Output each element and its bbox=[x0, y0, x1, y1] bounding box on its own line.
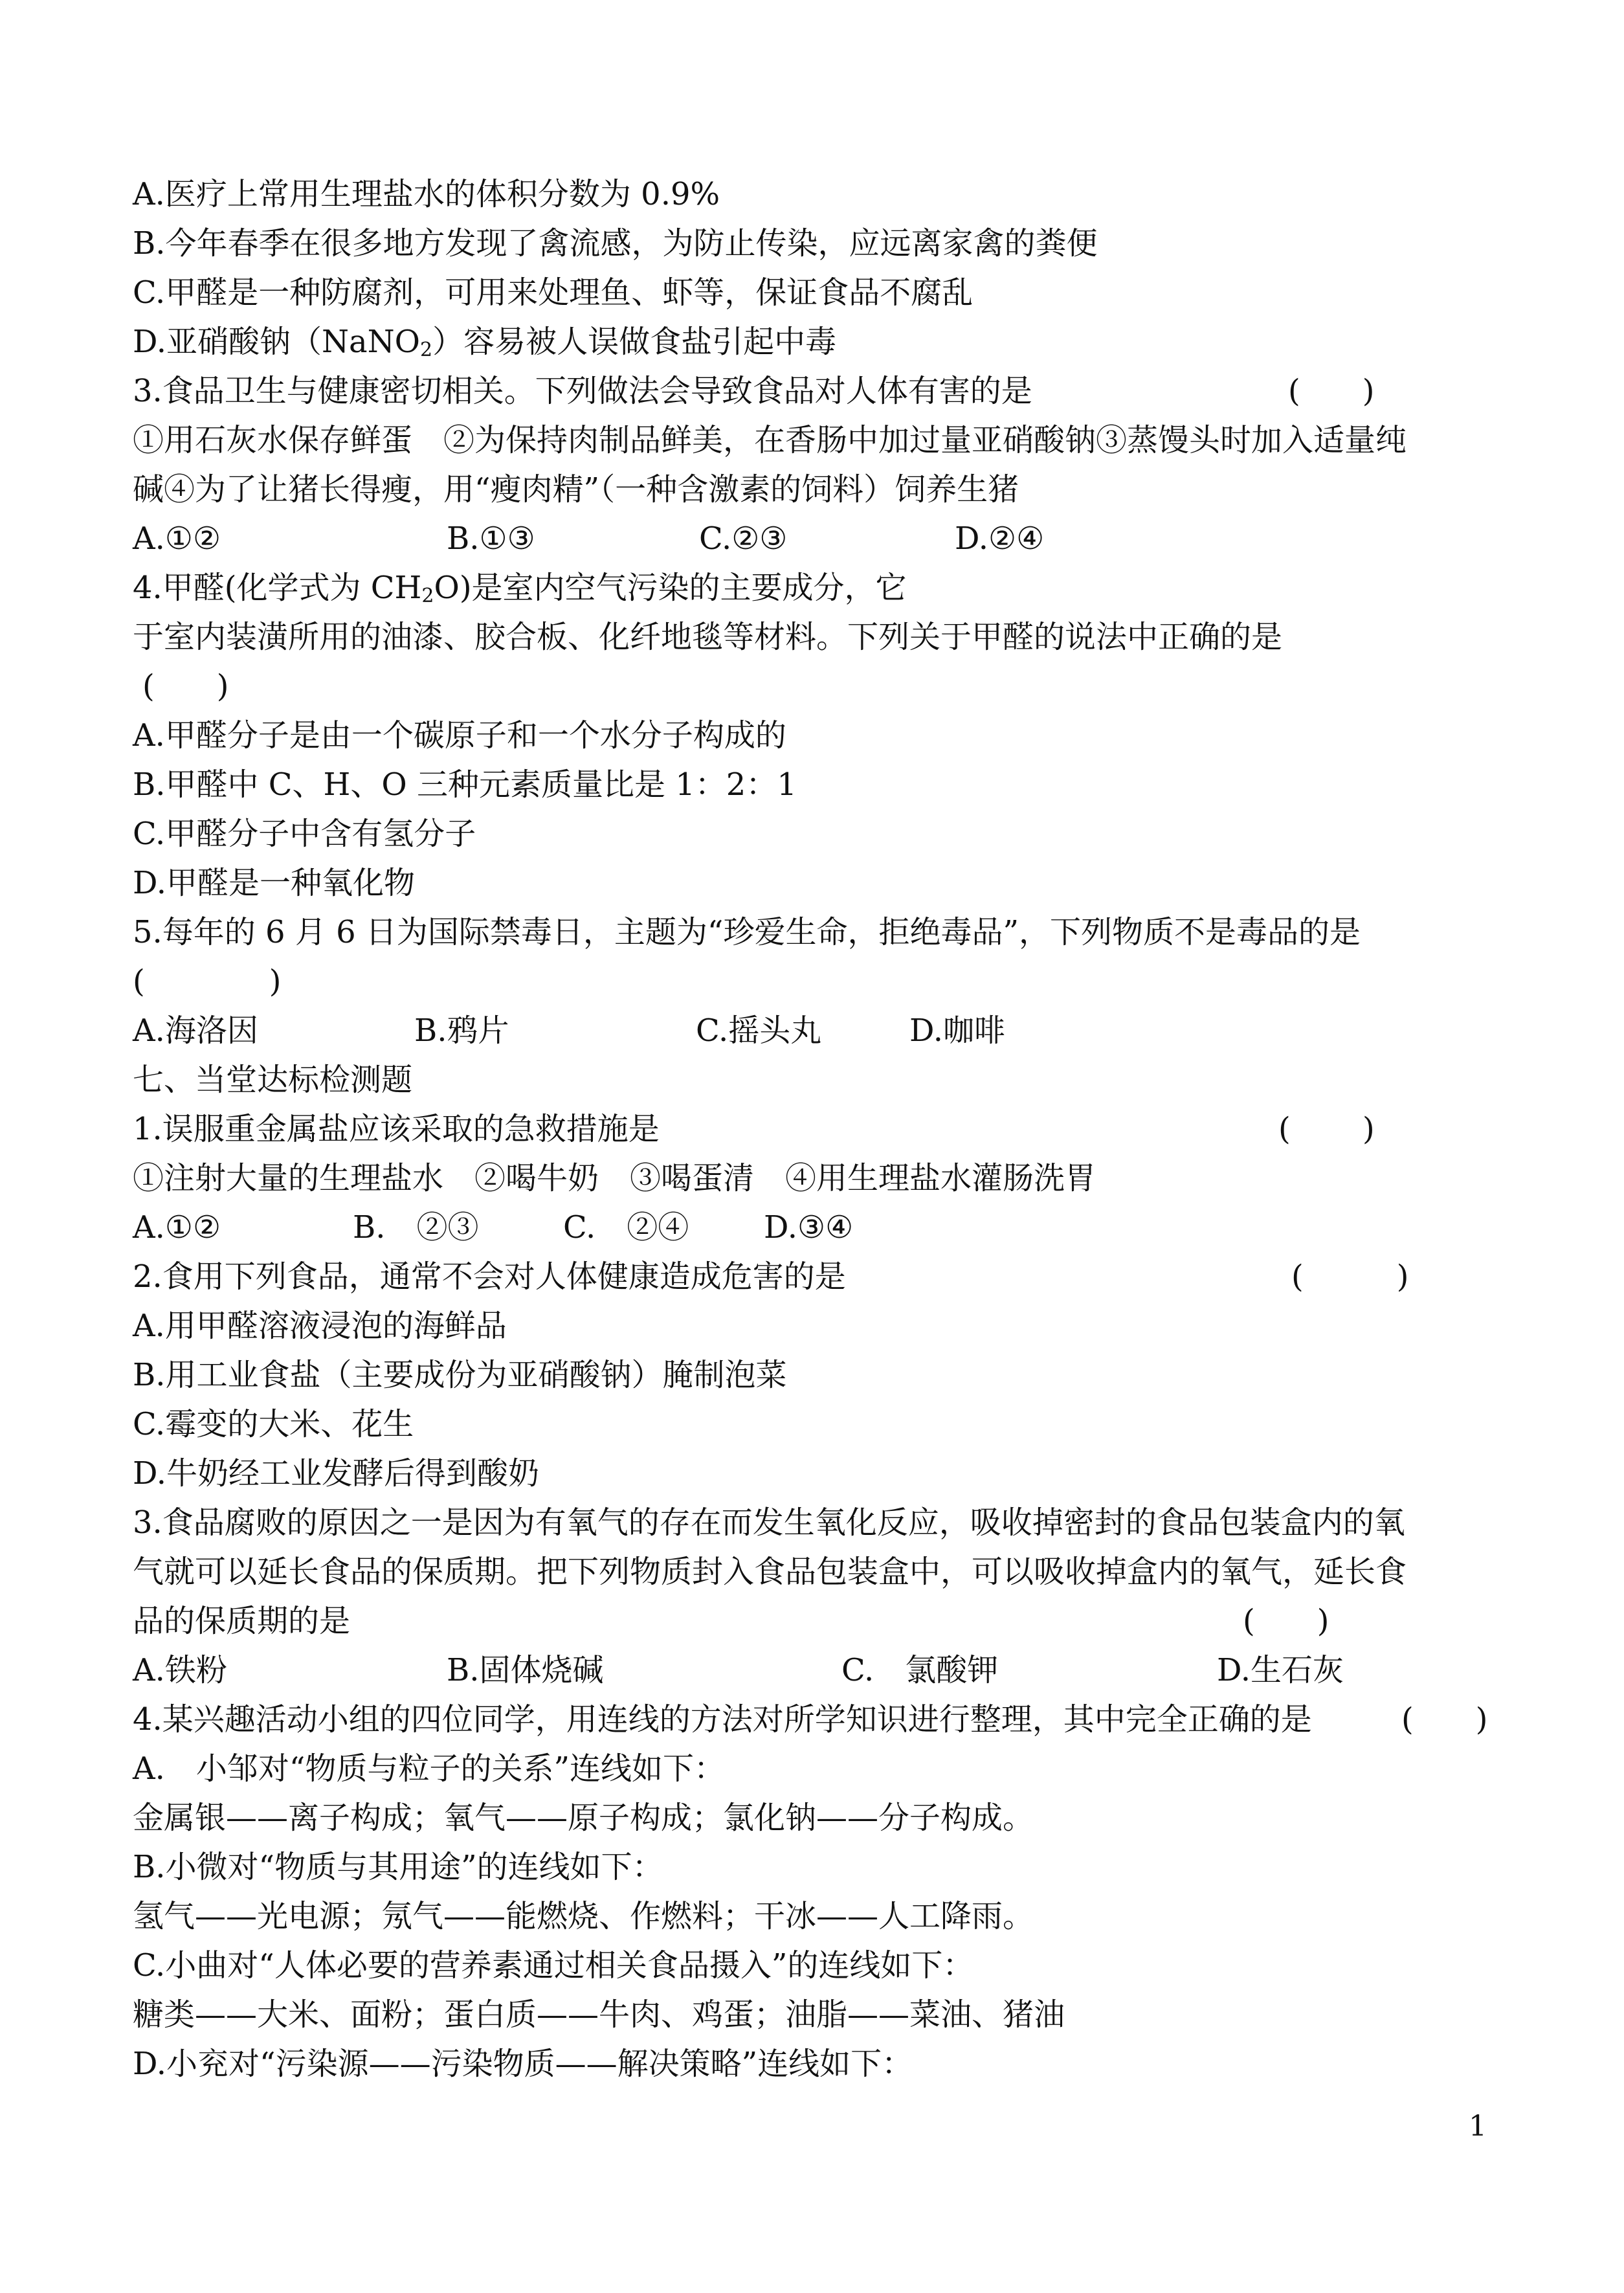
answer-bracket: ( ) bbox=[1243, 1603, 1329, 1639]
text-segment: D.亚硝酸钠（NaNO bbox=[133, 324, 421, 360]
option-c: C.②③ bbox=[699, 520, 788, 557]
test-question-2: 2.食用下列食品，通常不会对人体健康造成危害的是 bbox=[133, 1258, 846, 1295]
question-text: 品的保质期的是 bbox=[133, 1603, 351, 1639]
option-d: D.牛奶经工业发酵后得到酸奶 bbox=[133, 1455, 540, 1492]
option-b: B. ②③ bbox=[353, 1209, 479, 1246]
option-detail: 氢气——光电源；氖气——能燃烧、作燃料；干冰——人工降雨。 bbox=[133, 1898, 1034, 1934]
page-number: 1 bbox=[1469, 2110, 1487, 2143]
option-a: A.①② bbox=[133, 1209, 221, 1246]
subscript: 2 bbox=[421, 585, 434, 607]
option-c: C. 氯酸钾 bbox=[841, 1652, 999, 1688]
option-c: C.甲醛分子中含有氢分子 bbox=[133, 816, 476, 852]
answer-bracket: ( ) bbox=[1278, 1111, 1375, 1147]
option-b: B.鸦片 bbox=[414, 1012, 509, 1049]
option-d: D.甲醛是一种氧化物 bbox=[133, 865, 416, 901]
question-text: 碱④为了让猪长得瘦，用“瘦肉精”（一种含激素的饲料）饲养生猪 bbox=[133, 471, 1019, 508]
option-b: B.固体烧碱 bbox=[447, 1652, 604, 1688]
option-b: B.用工业食盐（主要成份为亚硝酸钠）腌制泡菜 bbox=[133, 1357, 787, 1393]
option-a: A. 小邹对“物质与粒子的关系”连线如下： bbox=[133, 1751, 726, 1787]
option-c: C. ②④ bbox=[563, 1209, 689, 1246]
option-d: D.小兖对“污染源——污染物质——解决策略”连线如下： bbox=[133, 2046, 913, 2082]
option-d: D.③④ bbox=[764, 1209, 854, 1246]
option-b: B.①③ bbox=[447, 520, 535, 557]
answer-bracket: ( ) bbox=[142, 668, 229, 704]
option-c: C.霉变的大米、花生 bbox=[133, 1406, 414, 1442]
answer-bracket: ( ) bbox=[1288, 373, 1375, 409]
option-line: A.医疗上常用生理盐水的体积分数为 0.9% bbox=[133, 176, 720, 212]
option-d: D.咖啡 bbox=[909, 1012, 1006, 1049]
text-segment: 4.甲醛(化学式为 CH bbox=[133, 570, 422, 606]
question-5-stem: 5.每年的 6 月 6 日为国际禁毒日，主题为“珍爱生命，拒绝毒品”，下列物质不是毒品的是 bbox=[133, 914, 1361, 950]
answer-bracket: ( ) bbox=[1291, 1258, 1409, 1295]
answer-bracket: ( ) bbox=[133, 963, 282, 1000]
test-question-4: 4.某兴趣活动小组的四位同学，用连线的方法对所学知识进行整理，其中完全正确的是 bbox=[133, 1701, 1312, 1738]
test-question-3: 3.食品腐败的原因之一是因为有氧气的存在而发生氧化反应，吸收掉密封的食品包装盒内的氧 bbox=[133, 1504, 1405, 1541]
question-text: ①注射大量的生理盐水 ②喝牛奶 ③喝蛋清 ④用生理盐水灌肠洗胃 bbox=[133, 1160, 1096, 1196]
option-line: B.今年春季在很多地方发现了禽流感，为防止传染，应远离家禽的粪便 bbox=[133, 225, 1098, 262]
option-b: B.甲醛中 C、H、O 三种元素质量比是 1：2：1 bbox=[133, 766, 797, 803]
subscript: 2 bbox=[420, 339, 433, 361]
question-text: 气就可以延长食品的保质期。把下列物质封入食品包装盒中，可以吸收掉盒内的氧气，延长食 bbox=[133, 1554, 1407, 1590]
option-c: C.摇头丸 bbox=[696, 1012, 822, 1049]
option-a: A.①② bbox=[133, 520, 221, 557]
option-d: D.②④ bbox=[955, 520, 1045, 557]
section-heading: 七、当堂达标检测题 bbox=[133, 1062, 413, 1098]
test-question-1: 1.误服重金属盐应该采取的急救措施是 bbox=[133, 1111, 660, 1147]
option-a: A.用甲醛溶液浸泡的海鲜品 bbox=[133, 1308, 507, 1344]
option-detail: 糖类——大米、面粉；蛋白质——牛肉、鸡蛋；油脂——菜油、猪油 bbox=[133, 1997, 1065, 2033]
option-a: A.海洛因 bbox=[133, 1012, 258, 1049]
option-b: B.小微对“物质与其用途”的连线如下： bbox=[133, 1849, 663, 1885]
text-segment: ）容易被人误做食盐引起中毒 bbox=[432, 324, 837, 360]
question-text: 于室内装潢所用的油漆、胶合板、化纤地毯等材料。下列关于甲醛的说法中正确的是 bbox=[133, 619, 1283, 655]
option-d: D.生石灰 bbox=[1217, 1652, 1344, 1688]
option-detail: 金属银——离子构成；氧气——原子构成；氯化钠——分子构成。 bbox=[133, 1800, 1034, 1836]
question-4-stem bbox=[133, 563, 1507, 612]
question-text: ①用石灰水保存鲜蛋 ②为保持肉制品鲜美，在香肠中加过量亚硝酸钠③蒸馒头时加入适量纯 bbox=[133, 422, 1407, 458]
option-line: C.甲醛是一种防腐剂，可用来处理鱼、虾等，保证食品不腐乱 bbox=[133, 274, 973, 311]
option-line bbox=[133, 317, 1507, 366]
question-3-stem: 3.食品卫生与健康密切相关。下列做法会导致食品对人体有害的是 bbox=[133, 373, 1032, 409]
answer-bracket: ( ) bbox=[1401, 1701, 1488, 1738]
option-a: A.甲醛分子是由一个碳原子和一个水分子构成的 bbox=[133, 717, 786, 754]
text-segment: O)是室内空气污染的主要成分，它 bbox=[434, 570, 907, 606]
option-a: A.铁粉 bbox=[133, 1652, 227, 1688]
option-c: C.小曲对“人体必要的营养素通过相关食品摄入”的连线如下： bbox=[133, 1947, 974, 1984]
